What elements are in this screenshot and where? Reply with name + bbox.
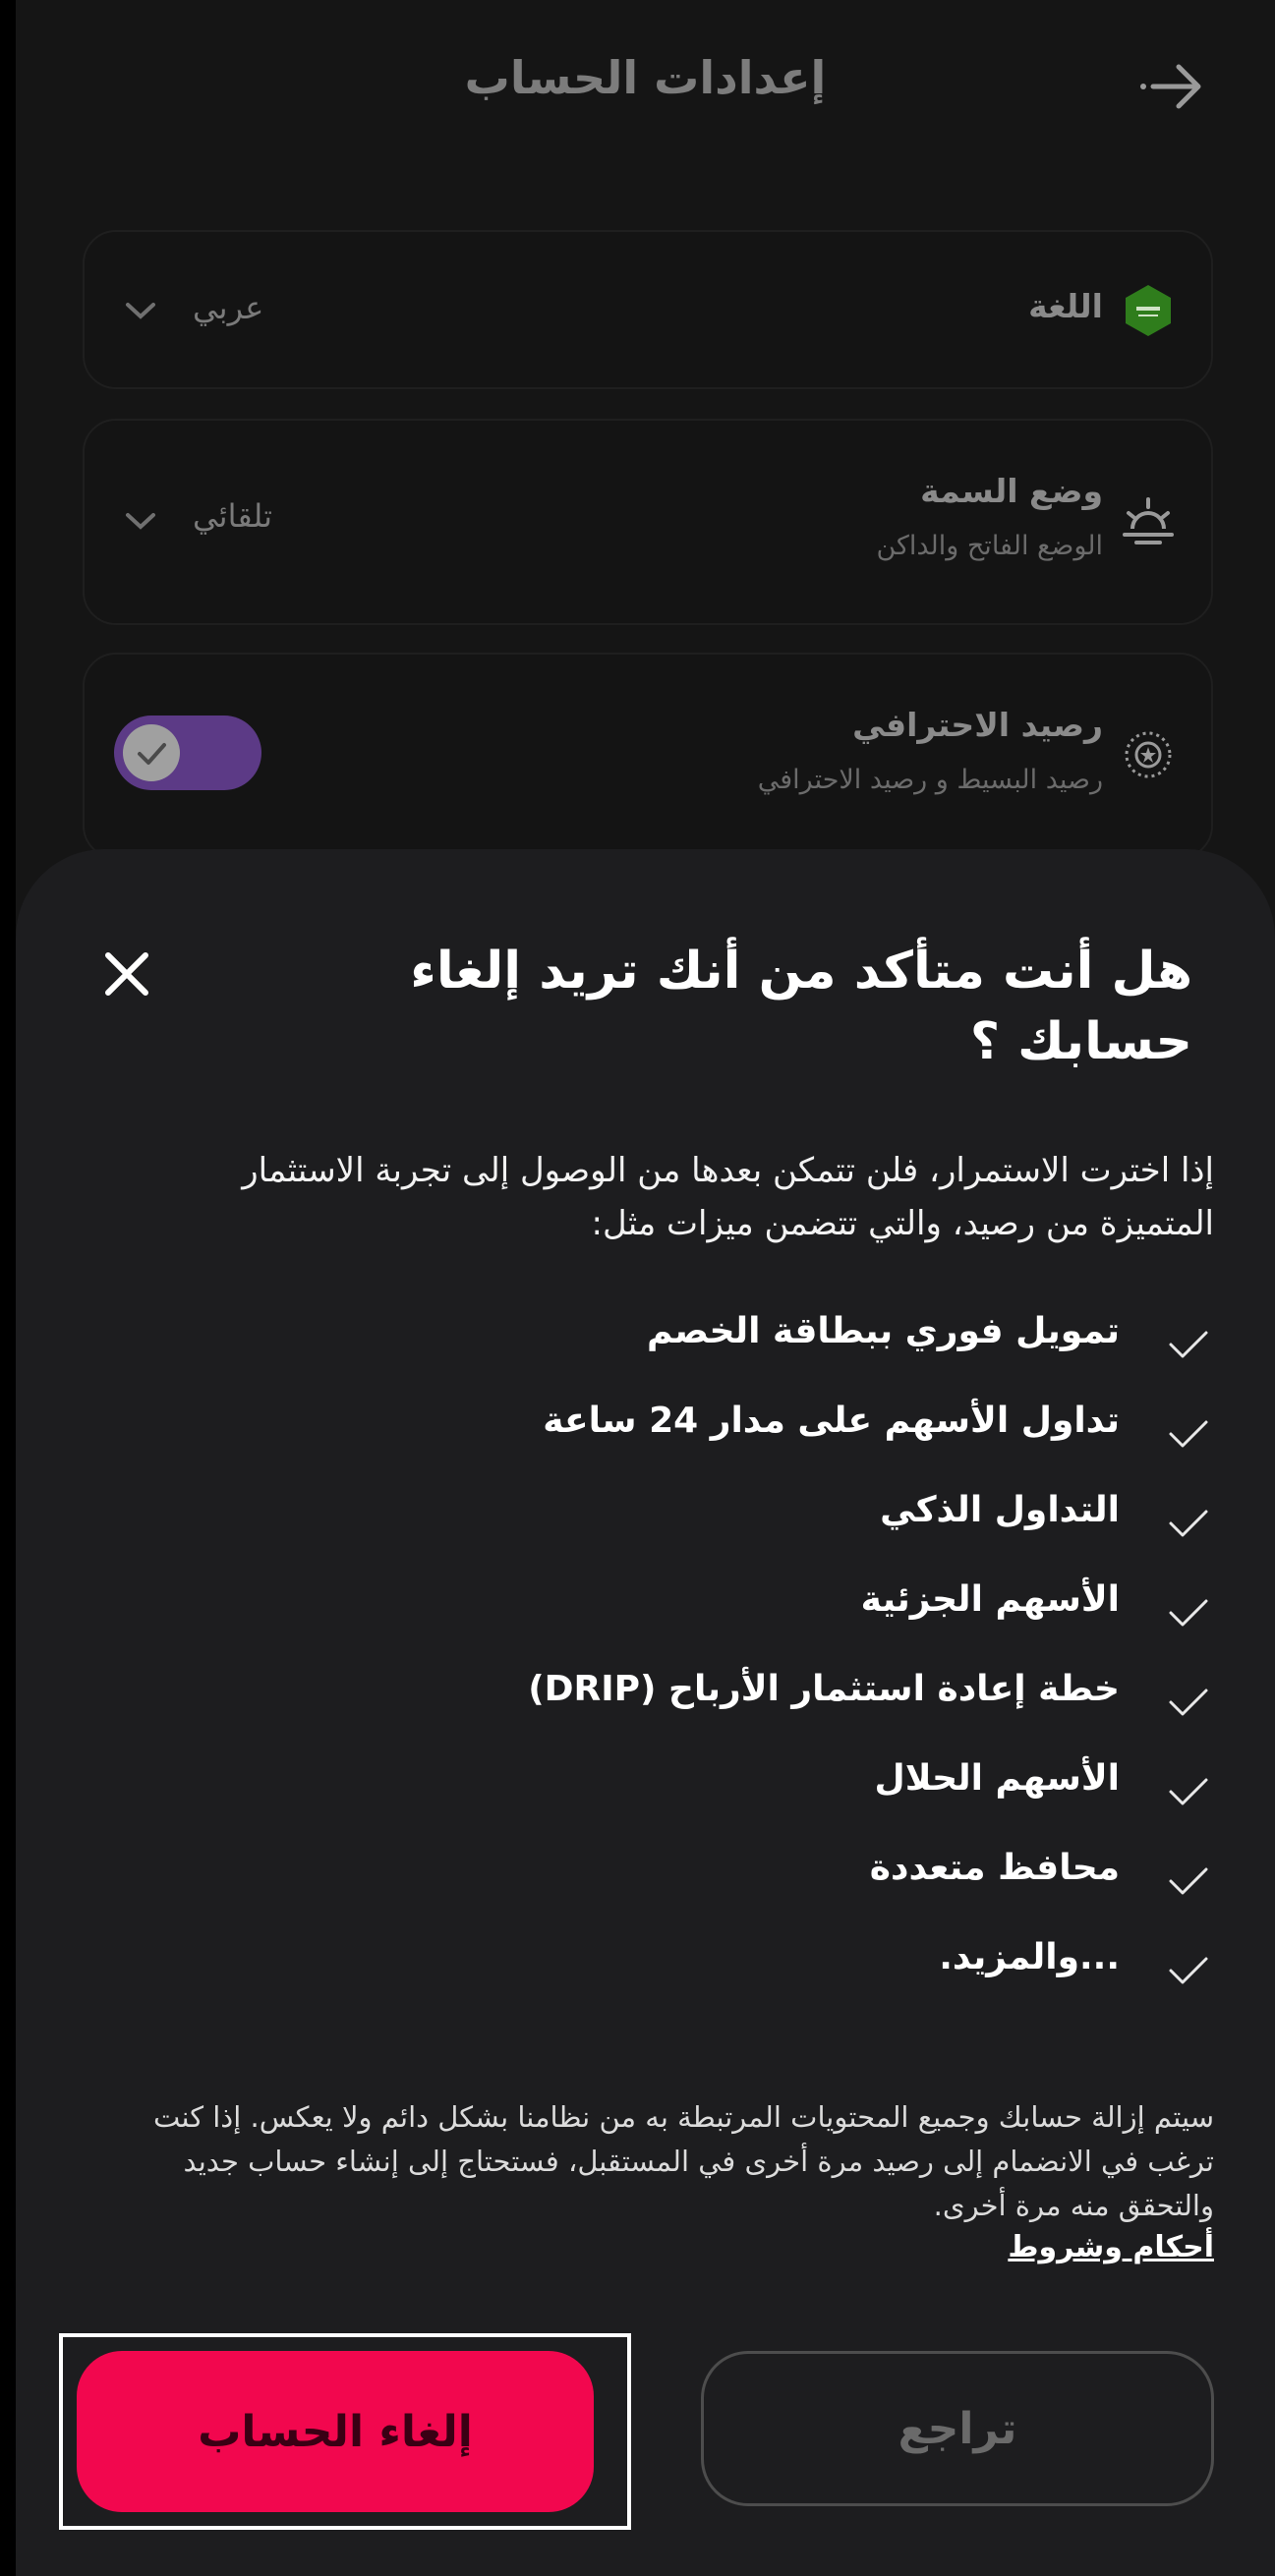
check-icon [123, 724, 180, 781]
theme-label: وضع السمة [920, 472, 1103, 510]
toggle-knob [123, 724, 180, 781]
theme-value: تلقائي [193, 497, 273, 535]
feature-label: ...والمزيد. [939, 1937, 1120, 1977]
list-item [16, 1665, 1275, 1744]
dialog-title: هل أنت متأكد من أنك تريد إلغاء حسابك ؟ [410, 942, 1192, 1071]
back-button[interactable]: تراجع [701, 2351, 1214, 2506]
check-icon [1167, 1774, 1210, 1809]
sunset-icon [1119, 491, 1178, 550]
language-label: اللغة [1028, 287, 1103, 325]
page-title: إعدادات الحساب [464, 51, 827, 104]
list-item [16, 1844, 1275, 1922]
check-icon [1167, 1595, 1210, 1631]
feature-label: محافظ متعددة [869, 1848, 1120, 1888]
check-icon [1167, 1416, 1210, 1452]
app-screen [16, 0, 1275, 2576]
chevron-down-icon [124, 301, 157, 320]
saudi-flag-icon [1119, 281, 1178, 340]
feature-label: الأسهم الحلال [874, 1758, 1120, 1799]
dialog-intro: إذا اخترت الاستمرار، فلن تتمكن بعدها من الوصول إلى تجربة الاستثمار المتميزة من رصيد، والتي تتضمن ميزات مثل: [242, 1151, 1214, 1243]
feature-label: التداول الذكي [880, 1490, 1120, 1530]
cancel-account-button[interactable]: إلغاء الحساب [77, 2351, 594, 2512]
disclaimer-text: سيتم إزالة حسابك وجميع المحتويات المرتبطة به من نظامنا بشكل دائم ولا يعكس. إذا كنت ترغب في الانضمام إلى رصيد مرة أخرى في المستقبل، فستحتاج إلى إنشاء حساب جديد والتحقق منه مرة أخرى. [152, 2100, 1214, 2222]
cancel-account-sheet [16, 849, 1275, 2576]
badge-icon [1119, 725, 1178, 784]
list-item [16, 1754, 1275, 1833]
check-icon [1167, 1685, 1210, 1720]
theme-subtitle: الوضع الفاتح والداكن [876, 531, 1103, 561]
pro-toggle[interactable] [114, 716, 261, 790]
list-item [16, 1307, 1275, 1386]
list-item [16, 1397, 1275, 1475]
check-icon [1167, 1863, 1210, 1899]
list-item [16, 1486, 1275, 1565]
list-item [16, 1933, 1275, 2012]
feature-label: الأسهم الجزئية [860, 1579, 1120, 1620]
theme-setting[interactable] [83, 419, 1213, 625]
feature-label: تداول الأسهم على مدار 24 ساعة [543, 1401, 1120, 1441]
feature-label: تمويل فوري ببطاقة الخصم [646, 1311, 1120, 1351]
pro-subtitle: رصيد البسيط و رصيد الاحترافي [757, 765, 1103, 795]
close-icon[interactable] [102, 949, 151, 999]
feature-label: خطة إعادة استثمار الأرباح (DRIP) [528, 1669, 1120, 1709]
language-setting[interactable] [83, 230, 1213, 389]
check-icon [1167, 1327, 1210, 1362]
language-value: عربي [193, 289, 264, 326]
terms-link[interactable]: أحكام وشروط [1008, 2230, 1214, 2264]
chevron-down-icon [124, 511, 157, 531]
pro-label: رصيد الاحترافي [852, 706, 1103, 744]
check-icon [1167, 1953, 1210, 1988]
check-icon [1167, 1506, 1210, 1541]
list-item [16, 1575, 1275, 1654]
